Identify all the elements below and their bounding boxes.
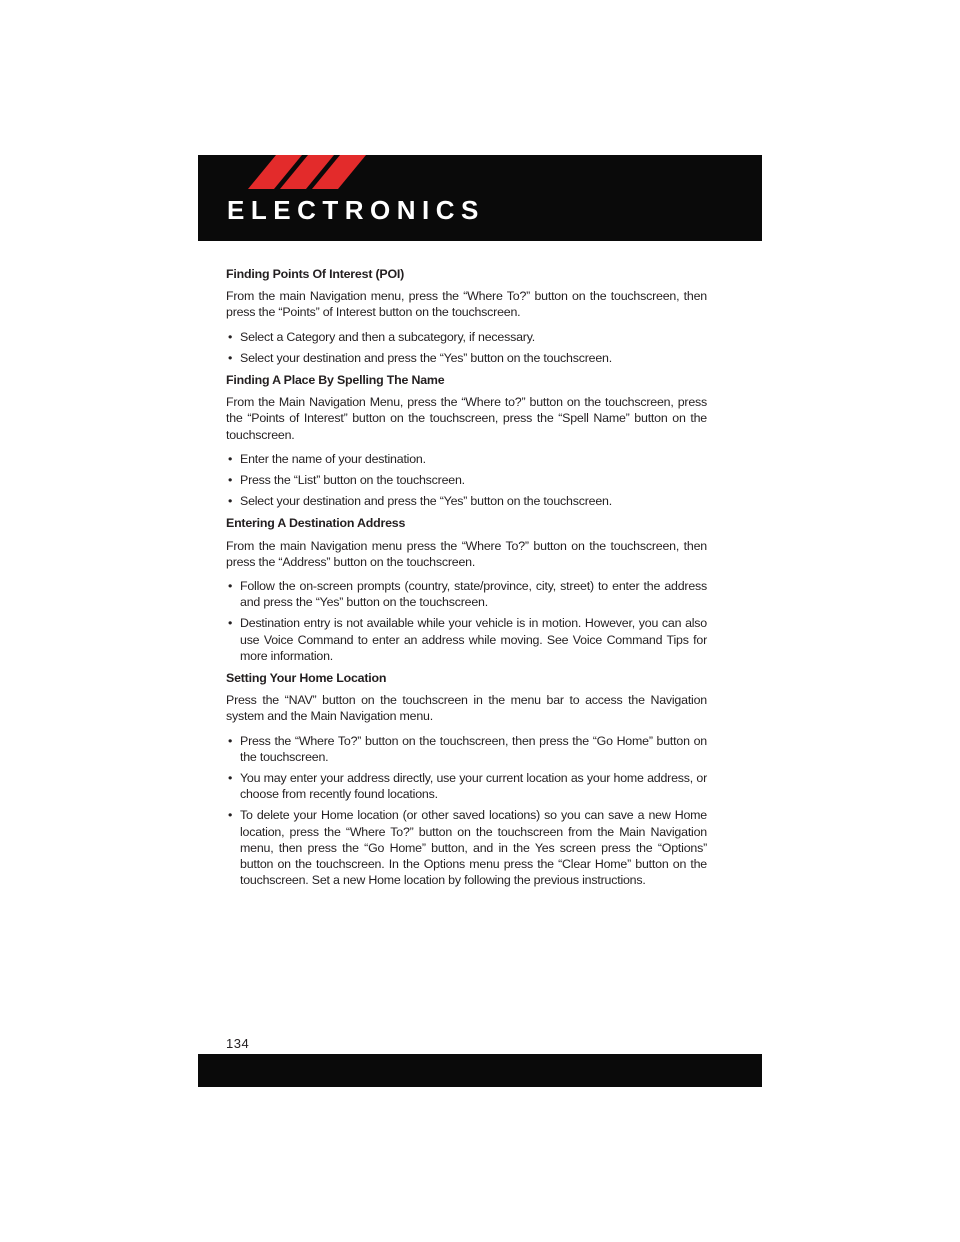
list-item: • Destination entry is not available while your vehicle is in motion. However, you can also use Voice Command to enter an address while moving. See Voice Command Tips for more information. bbox=[228, 616, 707, 663]
paragraph-home-location: Press the “NAV” button on the touchscreen in the menu bar to access the Navigation system and the Main Navigation menu. bbox=[226, 693, 707, 724]
bullet-dot-icon: • bbox=[228, 616, 233, 631]
bullet-list-finding-poi bbox=[226, 329, 707, 366]
list-item: • Select a Category and then a subcategory, if necessary. bbox=[228, 329, 536, 344]
bullet-list-home-location bbox=[226, 733, 707, 889]
heading-finding-poi: Finding Points Of Interest (POI) bbox=[226, 267, 405, 281]
bullet-dot-icon: • bbox=[228, 451, 233, 466]
bullet-dot-icon: • bbox=[228, 808, 233, 823]
section-header-bar bbox=[198, 155, 762, 241]
footer-bar bbox=[198, 1054, 762, 1087]
heading-spell-name: Finding A Place By Spelling The Name bbox=[226, 373, 445, 388]
list-item: • Follow the on-screen prompts (country, state/province, city, street) to enter the address and press the “Yes” button on the touchscreen. bbox=[228, 579, 707, 610]
bullet-dot-icon: • bbox=[228, 771, 233, 786]
bullet-dot-icon: • bbox=[228, 350, 233, 365]
page-content bbox=[226, 266, 707, 895]
page-number: 134 bbox=[226, 1036, 250, 1051]
bullet-dot-icon: • bbox=[228, 473, 233, 488]
bullet-dot-icon: • bbox=[228, 329, 233, 344]
bullet-dot-icon: • bbox=[228, 494, 233, 509]
paragraph-spell-name: From the Main Navigation Menu, press the “Where to?” button on the touchscreen, press the “Points of Interest” button on the touchscreen, press the “Spell Name” button on the touchscreen. bbox=[226, 395, 707, 442]
paragraph-destination-address: From the main Navigation menu press the “Where To?” button on the touchscreen, then press the “Address” button on the touchscreen. bbox=[226, 538, 707, 569]
list-item: • To delete your Home location (or other saved locations) so you can save a new Home location, press the “Where To?” button on the touchscreen from the Main Navigation menu, then press the “Go Home” button, and in the Yes screen press the “Options” button on the touchscreen. In the Options menu press the “Clear Home” button on the touchscreen. Set a new Home location by following the previous instructions. bbox=[228, 808, 707, 888]
heading-home-location: Setting Your Home Location bbox=[226, 671, 387, 686]
heading-destination-address: Entering A Destination Address bbox=[226, 516, 406, 531]
list-item: • Select your destination and press the “Yes” button on the touchscreen. bbox=[228, 350, 612, 365]
list-item: • You may enter your address directly, use your current location as your home address, or choose from recently found locations. bbox=[228, 771, 707, 802]
bullet-list-spell-name bbox=[226, 451, 707, 510]
section-title: ELECTRONICS bbox=[227, 195, 485, 225]
list-item: • Enter the name of your destination. bbox=[228, 451, 426, 466]
list-item: • Press the “List” button on the touchscreen. bbox=[228, 473, 465, 488]
paragraph-finding-poi: From the main Navigation menu, press the “Where To?” button on the touchscreen, then press the “Points” of Interest button on the touchscreen. bbox=[226, 289, 707, 320]
bullet-dot-icon: • bbox=[228, 733, 233, 748]
list-item: • Press the “Where To?” button on the touchscreen, then press the “Go Home” button on the touchscreen. bbox=[228, 733, 707, 764]
bullet-dot-icon: • bbox=[228, 579, 233, 594]
bullet-list-destination-address bbox=[226, 578, 707, 664]
list-item: • Select your destination and press the “Yes” button on the touchscreen. bbox=[228, 494, 612, 509]
